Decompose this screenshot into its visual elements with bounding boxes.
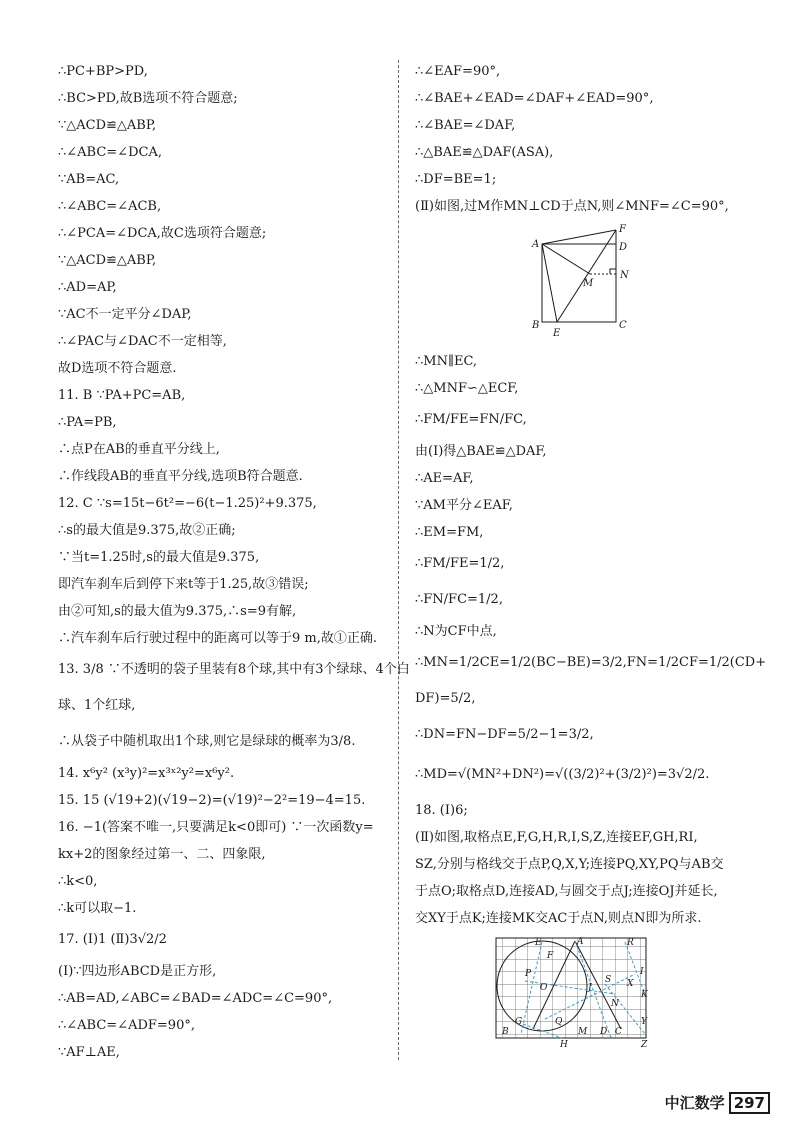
text-line: ∴∠BAE+∠EAD=∠DAF+∠EAD=90°, <box>415 91 654 106</box>
square-abcd <box>542 244 616 322</box>
text-line: (Ⅱ)如图,取格点E,F,G,H,R,I,S,Z,连接EF,GH,RI, <box>415 830 698 845</box>
page-number: 297 <box>729 1092 770 1114</box>
segment-af <box>542 230 616 244</box>
text-line: ∵AB=AC, <box>58 172 120 187</box>
text-line: (Ⅰ)∵四边形ABCD是正方形, <box>58 964 217 979</box>
text-line: 交XY于点K;连接MK交AC于点N,则点N即为所求. <box>415 911 702 926</box>
text-line: ∴MN∥EC, <box>415 354 478 369</box>
text-line: kx+2的图象经过第一、二、四象限, <box>58 847 266 862</box>
text-line: ∵△ACD≌△ABP, <box>58 118 157 133</box>
square-figure <box>415 222 777 344</box>
label-n: N <box>620 270 629 281</box>
text-line: DF)=5/2, <box>415 691 476 706</box>
text-line: SZ,分别与格线交于点P,Q,X,Y;连接PQ,XY,PQ与AB交 <box>415 857 724 872</box>
right-column <box>415 58 777 1057</box>
left-column <box>58 58 410 1066</box>
answer-18: 18. (Ⅰ)6; <box>415 803 468 818</box>
text-line: ∴AE=AF, <box>415 471 474 486</box>
text-line: ∴EM=FM, <box>415 525 484 540</box>
text-line: 故D选项不符合题意. <box>58 361 177 376</box>
text-line: ∴PA=PB, <box>58 415 117 430</box>
brand-name: 中汇数学 <box>664 1094 725 1112</box>
text-line: ∵当t=1.25时,s的最大值是9.375, <box>58 550 260 565</box>
text-line: 即汽车刹车后到停下来t等于1.25,故③错误; <box>58 577 309 592</box>
square-diagram <box>415 222 777 340</box>
answer-16: 16. −1(答案不唯一,只要满足k<0即可) ∵一次函数y= <box>58 820 374 835</box>
text-line: ∴MN=1/2CE=1/2(BC−BE)=3/2,FN=1/2CF=1/2(CD+ <box>415 655 767 670</box>
label-x: X <box>627 979 634 989</box>
text-line: ∴汽车刹车后行驶过程中的距离可以等于9 m,故①正确. <box>58 631 377 646</box>
answer-15: 15. 15 (√19+2)(√19−2)=(√19)²−2²=19−4=15. <box>58 793 366 808</box>
text-line: ∴AB=AD,∠ABC=∠BAD=∠ADC=∠C=90°, <box>58 991 333 1006</box>
text-line: ∴FN/FC=1/2, <box>415 592 503 607</box>
text-line: ∴DF=BE=1; <box>415 172 497 187</box>
text-line: ∴∠PCA=∠DCA,故C选项符合题意; <box>58 226 267 241</box>
label-m: M <box>583 278 594 289</box>
text-line: ∴∠ABC=∠DCA, <box>58 145 162 160</box>
label-b: B <box>532 320 540 331</box>
label-p: P <box>525 969 532 979</box>
column-divider <box>398 60 399 1060</box>
label-f: F <box>619 224 626 235</box>
label-m: M <box>578 1027 588 1037</box>
label-b: B <box>502 1027 509 1037</box>
label-e: E <box>553 328 561 339</box>
label-c: C <box>615 1027 622 1037</box>
answer-13: 13. 3/8 ∵不透明的袋子里装有8个球,其中有3个绿球、4个白 <box>58 662 410 677</box>
text-line: ∴N为CF中点, <box>415 624 497 639</box>
text-line: ∴∠BAE=∠DAF, <box>415 118 516 133</box>
text-line: ∴∠EAF=90°, <box>415 64 501 79</box>
text-line: ∴△BAE≌△DAF(ASA), <box>415 145 554 160</box>
text-line: ∴AD=AP, <box>58 280 117 295</box>
text-line: ∴BC>PD,故B选项不符合题意; <box>58 91 238 106</box>
text-line: ∴DN=FN−DF=5/2−1=3/2, <box>415 727 594 742</box>
answer-14: 14. x⁶y² (x³y)²=x³ˣ²y²=x⁶y². <box>58 766 235 781</box>
text-line: ∴∠ABC=∠ADF=90°, <box>58 1018 195 1033</box>
text-line: ∴MD=√(MN²+DN²)=√((3/2)²+(3/2)²)=3√2/2. <box>415 767 710 782</box>
text-line: ∵AC不一定平分∠DAP, <box>58 307 192 322</box>
segment-am <box>542 244 590 274</box>
label-e: E <box>535 938 542 948</box>
text-line: ∴作线段AB的垂直平分线,选项B符合题意. <box>58 469 303 484</box>
right-angle-mark <box>610 269 616 274</box>
text-line: 于点O;取格点D,连接AD,与圆交于点J;连接OJ并延长, <box>415 884 718 899</box>
text-line: 球、1个红球, <box>58 698 136 713</box>
label-r: R <box>627 938 634 948</box>
label-z: Z <box>641 1040 648 1049</box>
answer-11: 11. B ∵PA+PC=AB, <box>58 388 186 403</box>
text-line: ∴k<0, <box>58 874 98 889</box>
text-line: ∵△ACD≌△ABP, <box>58 253 157 268</box>
answer-17: 17. (Ⅰ)1 (Ⅱ)3√2/2 <box>58 932 167 947</box>
text-line: ∴△MNF∽△ECF, <box>415 381 519 396</box>
text-line: ∵AM平分∠EAF, <box>415 498 513 513</box>
segment-ae <box>542 244 557 322</box>
text-line: (Ⅱ)如图,过M作MN⊥CD于点N,则∠MNF=∠C=90°, <box>415 199 729 214</box>
page-footer <box>665 1092 770 1113</box>
text-line: 由(Ⅰ)得△BAE≌△DAF, <box>415 444 547 459</box>
text-line: ∴PC+BP>PD, <box>58 64 148 79</box>
text-line: ∴FM/FE=FN/FC, <box>415 412 527 427</box>
text-line: 由②可知,s的最大值为9.375,∴s=9有解, <box>58 604 297 619</box>
grid-diagram <box>415 934 777 1049</box>
answer-12: 12. C ∵s=15t−6t²=−6(t−1.25)²+9.375, <box>58 496 317 511</box>
label-i: I <box>640 967 644 977</box>
text-line: ∴∠ABC=∠ACB, <box>58 199 162 214</box>
label-y: Y <box>641 1017 647 1027</box>
label-h: H <box>560 1040 568 1049</box>
label-k: K <box>641 990 648 1000</box>
label-c: C <box>619 320 627 331</box>
text-line: ∴k可以取−1. <box>58 901 137 916</box>
text-line: ∴从袋子中随机取出1个球,则它是绿球的概率为3/8. <box>58 734 356 749</box>
label-s: S <box>605 975 612 985</box>
label-g: G <box>515 1017 523 1027</box>
text-line: ∴FM/FE=1/2, <box>415 556 505 571</box>
label-f: F <box>547 951 554 961</box>
text-line: ∵AF⊥AE, <box>58 1045 120 1060</box>
label-a: A <box>532 239 540 250</box>
label-j: J <box>588 983 592 993</box>
label-o: O <box>540 983 548 993</box>
label-n: N <box>611 999 619 1009</box>
text-line: ∴s的最大值是9.375,故②正确; <box>58 523 236 538</box>
label-a: A <box>577 937 584 947</box>
label-q: Q <box>555 1017 563 1027</box>
text-line: ∴点P在AB的垂直平分线上, <box>58 442 220 457</box>
label-d: D <box>619 242 628 253</box>
grid-figure <box>415 934 777 1053</box>
label-d: D <box>600 1027 608 1037</box>
text-line: ∴∠PAC与∠DAC不一定相等, <box>58 334 227 349</box>
